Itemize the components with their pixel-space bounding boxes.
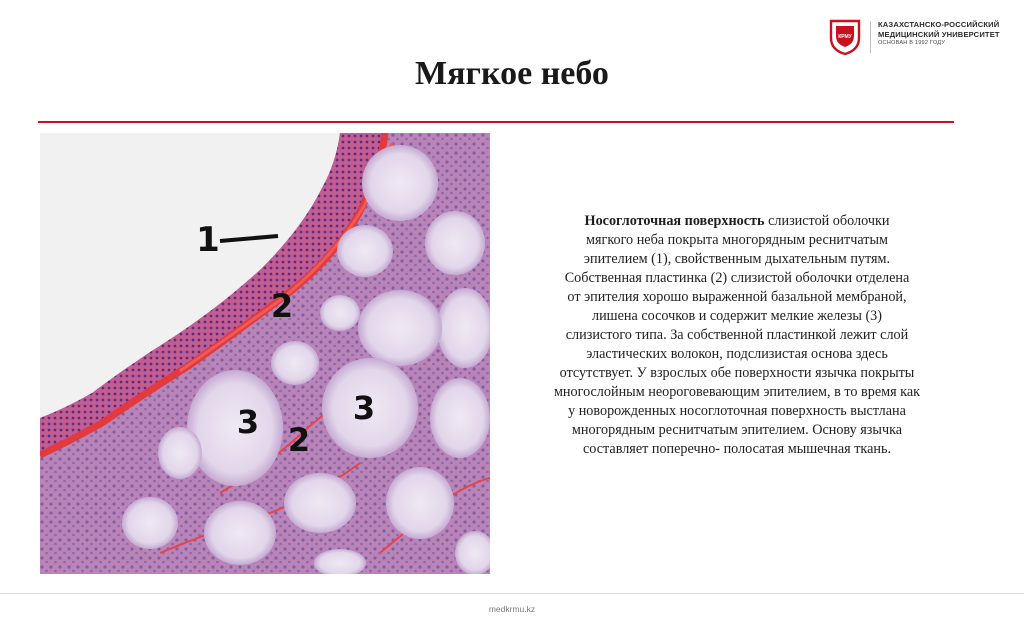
text-line-5: от эпителия хорошо выраженной базальной мембраной, [567,289,907,305]
description-text [522,212,952,459]
text-line-13: составляет поперечно- полосатая мышечная ткань. [582,441,891,457]
text-line-2: мягкого неба покрыта многорядным реснитчатым [586,232,888,248]
lead-term: Носоглоточная поверхность [584,213,765,229]
label-2-upper: 2 [270,287,294,325]
label-3-left: 3 [236,403,260,441]
text-line-6: лишена сосочков и содержит мелкие железы (3) [592,308,882,324]
text-line-8: эластических волокон, подслизистая основа здесь [586,346,888,362]
logo-text [878,20,1000,48]
text-line-4: Собственная пластинка (2) слизистой оболочки отделена [564,270,910,286]
text-line-1 [522,212,952,231]
logo-since: ОСНОВАН В 1992 ГОДУ [878,40,946,46]
logo-line-2: МЕДИЦИНСКИЙ УНИВЕРСИТЕТ [878,29,1000,39]
text-line-3: эпителием (1), свойственным дыхательным путям. [583,251,891,267]
text-line-12: многорядным реснитчатым эпителием. Основу язычка [571,422,903,438]
text-line-11: у новорожденных носоглоточная поверхность выстлана [568,403,906,419]
logo-line-1: КАЗАХСТАНСКО-РОССИЙСКИЙ [878,20,1000,29]
text-line-7: слизистого типа. За собственной пластинкой лежит слой [565,327,909,343]
histology-micrograph [40,133,490,574]
university-logo [828,18,1018,58]
text-line-1-rest: слизистой оболочки [764,213,890,229]
footer-url: medkrmu.kz [488,604,536,614]
text-line-10: многослойным неороговевающим эпителием, в то время как [553,384,921,400]
label-3-right: 3 [352,389,376,427]
label-2-lower: 2 [287,421,311,459]
text-line-9: отсутствует. У взрослых обе поверхности язычка покрыты [559,365,915,381]
footer-divider [0,593,1024,594]
logo-divider [870,21,871,53]
badge-text: КРМУ [838,34,852,40]
label-1: 1 [196,220,220,260]
page-title: Мягкое небо [415,55,609,92]
shield-emblem-icon [828,18,862,56]
title-divider [38,121,954,123]
